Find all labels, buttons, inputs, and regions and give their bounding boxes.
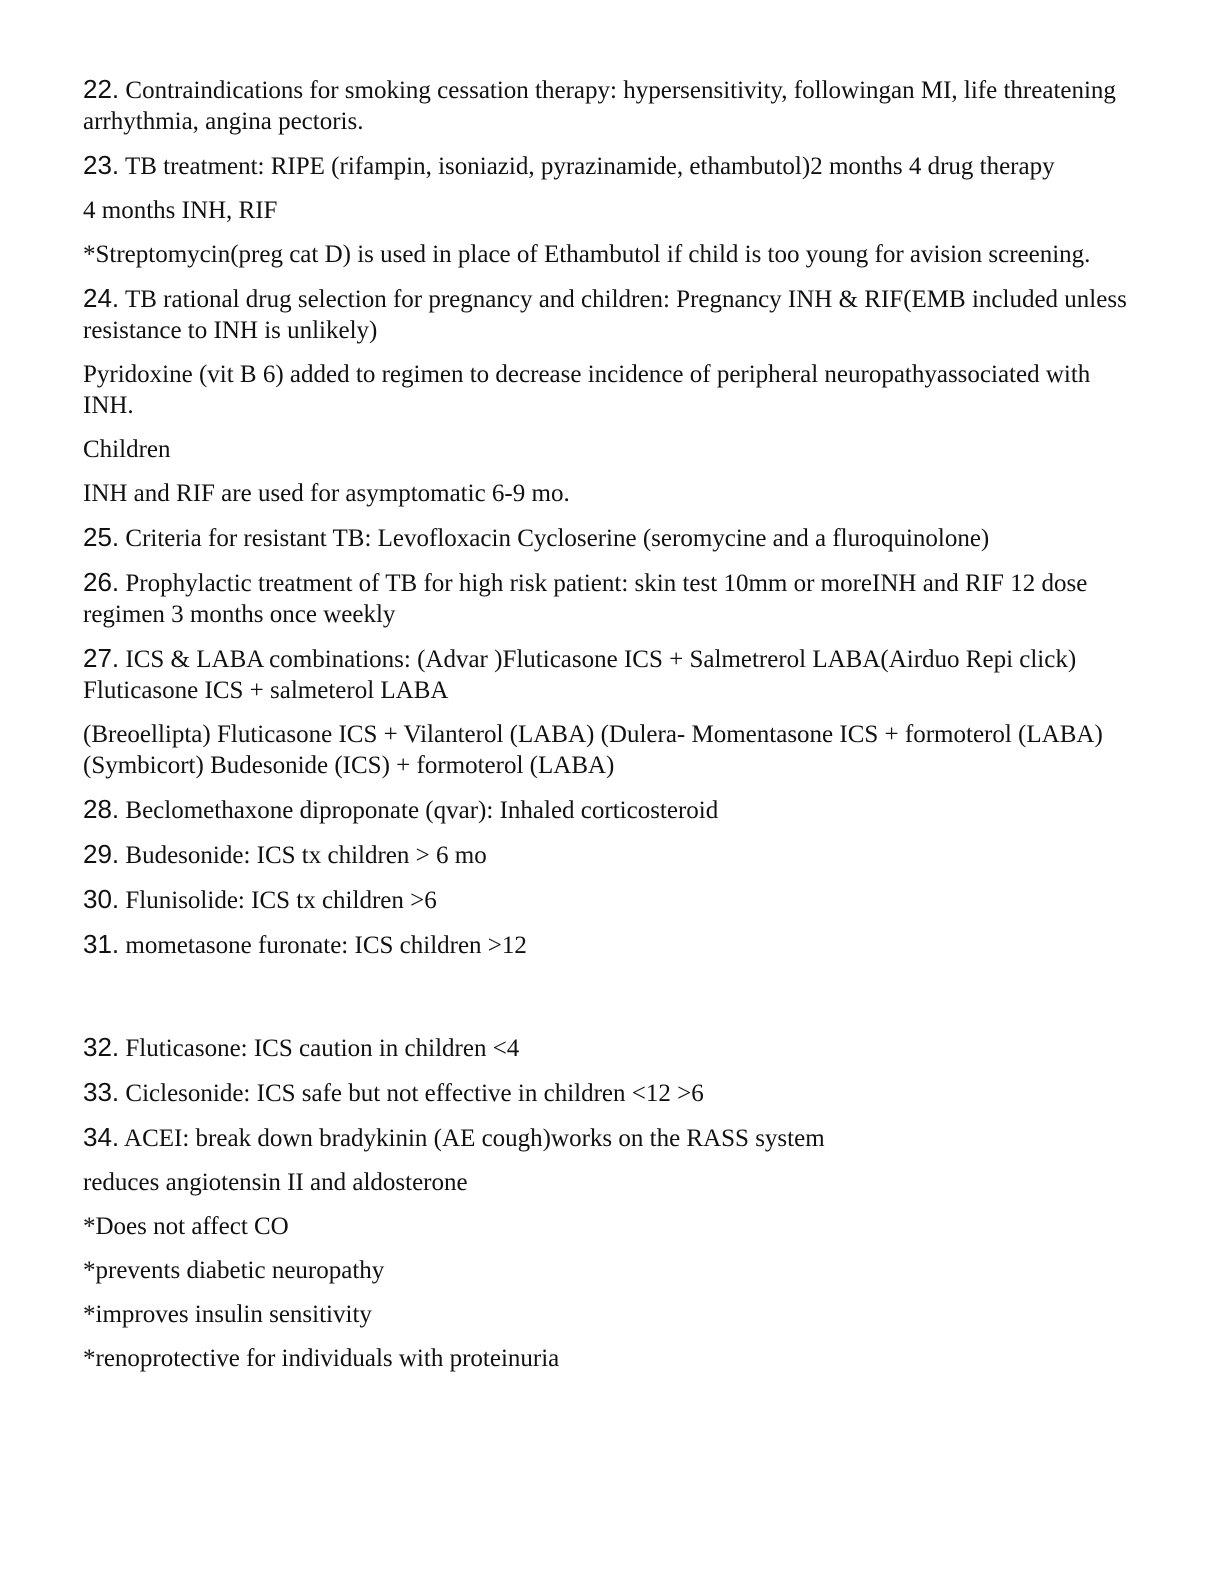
item-30 [83,884,1128,916]
item-28 [83,794,1128,826]
item-text: Budesonide: ICS tx children > 6 mo [125,842,487,869]
item-number: 22. [83,74,120,104]
item-number: 32. [83,1032,120,1062]
item-text: Fluticasone: ICS caution in children <4 [125,1035,520,1062]
document-page [83,74,1128,1387]
item-text: TB treatment: RIPE (rifampin, isoniazid, pyrazinamide, ethambutol)2 months 4 drug therapy [124,153,1055,180]
item-number: 27. [83,643,120,673]
item-text: Ciclesonide: ICS safe but not effective in children <12 >6 [125,1080,704,1107]
item-32 [83,1032,1128,1064]
item-31 [83,929,1128,961]
item-number: 34. [83,1122,120,1152]
item-text: mometasone furonate: ICS children >12 [125,932,527,959]
item-33 [83,1077,1128,1109]
paragraph: *Streptomycin(preg cat D) is used in place of Ethambutol if child is too young for avision screening. [83,241,1091,268]
item-number: 30. [83,884,120,914]
paragraph: (Breoellipta) Fluticasone ICS + Vilanterol (LABA) (Dulera- Momentasone ICS + formoterol (LABA) (Symbicort) Budesonide (ICS) + formoterol (LABA) [83,721,1103,779]
paragraph: Pyridoxine (vit B 6) added to regimen to decrease incidence of peripheral neuropathyassociated with INH. [83,361,1091,419]
item-text: Beclomethaxone diproponate (qvar): Inhaled corticosteroid [125,797,719,824]
item-text: Contraindications for smoking cessation therapy: hypersensitivity, followingan MI, life threatening arrhythmia, angina pectoris. [83,77,1116,135]
item-23 [83,150,1128,182]
paragraph: Children [83,436,171,463]
item-number: 23. [83,150,120,180]
paragraph: *renoprotective for individuals with proteinuria [83,1345,560,1372]
item-text: ICS & LABA combinations: (Advar )Fluticasone ICS + Salmetrerol LABA(Airduo Repi click) Fluticasone ICS + salmeterol LABA [83,646,1077,704]
item-number: 26. [83,567,120,597]
paragraph: 4 months INH, RIF [83,197,278,224]
paragraph: *prevents diabetic neuropathy [83,1257,385,1284]
item-29 [83,839,1128,871]
item-number: 33. [83,1077,120,1107]
blank-space [83,974,1128,1032]
item-number: 25. [83,522,120,552]
item-27 [83,643,1128,706]
paragraph: *improves insulin sensitivity [83,1301,372,1328]
item-34 [83,1122,1128,1154]
item-number: 29. [83,839,120,869]
item-24 [83,283,1128,346]
item-25 [83,522,1128,554]
item-26 [83,567,1128,630]
item-number: 24. [83,283,120,313]
paragraph: reduces angiotensin II and aldosterone [83,1169,468,1196]
item-text: Prophylactic treatment of TB for high risk patient: skin test 10mm or moreINH and RIF 12 dose regimen 3 months once weekly [83,570,1088,628]
item-22 [83,74,1128,137]
item-text: TB rational drug selection for pregnancy and children: Pregnancy INH & RIF(EMB included unless resistance to INH is unlikely) [83,286,1127,344]
item-text: Criteria for resistant TB: Levofloxacin Cycloserine (seromycine and a fluroquinolone) [125,525,990,552]
paragraph: *Does not affect CO [83,1213,289,1240]
paragraph: INH and RIF are used for asymptomatic 6-9 mo. [83,480,570,507]
item-number: 31. [83,929,120,959]
item-text: Flunisolide: ICS tx children >6 [125,887,437,914]
item-text: ACEI: break down bradykinin (AE cough)works on the RASS system [124,1125,825,1152]
item-number: 28. [83,794,120,824]
